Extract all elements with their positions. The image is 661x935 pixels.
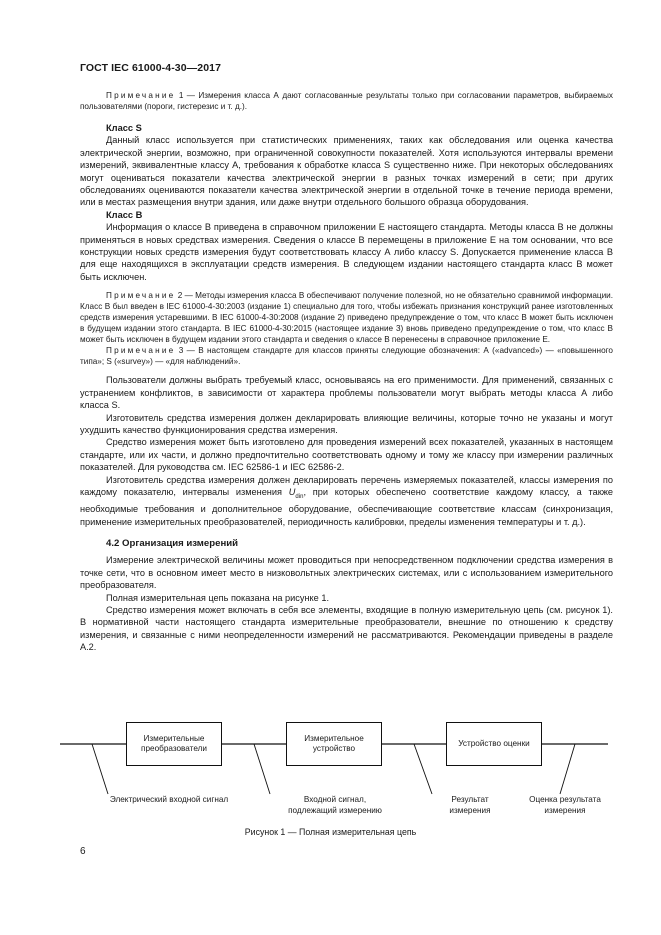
figure-1-measurement-chain xyxy=(60,712,620,832)
box-evaluation-unit: Устройство оценки xyxy=(446,722,542,766)
label-electrical-input-signal: Электрический входной сигнал xyxy=(109,795,229,804)
note-3 xyxy=(80,345,613,367)
label-measurement-evaluation: Оценка результата измерения xyxy=(529,795,601,815)
class-b-heading: Класс В xyxy=(106,209,143,220)
page-number: 6 xyxy=(80,846,86,857)
document-header: ГОСТ IEC 61000-4-30—2017 xyxy=(80,62,222,74)
box-measuring-unit: Измерительное устройство xyxy=(286,722,382,766)
leader-connector-1 xyxy=(254,744,270,794)
section-4-2-paragraph-3: Средство измерения может включать в себя все элементы, входящие в полную измерительную цепь (см. рисунок 1). В нормативной части настоящего стандарта измерительные преобразователи, внешние по отношению к средству измерения, и связанные с ними неопределенности измерений не рассматриваются. Рекомендации приведены в разделе А.2. xyxy=(80,605,613,653)
section-4-2-heading: 4.2 Организация измерений xyxy=(106,537,239,549)
page-content xyxy=(80,90,613,654)
leader-output xyxy=(560,744,575,794)
paragraph-instrument-all: Средство измерения может быть изготовлено для проведения измерений всех показателей, указанных в настоящем стандарте, или их части, и должно предпочтительно соответствовать одному и тому же классу при измерении различных показателей. Для руководства см. IEC 62586-1 и IEC 62586-2. xyxy=(80,437,613,473)
p4-part-b: , при которых обеспечено соответствие каждому классу, а также необходимые требования и дополнительное оборудование, обеспечивающие соответствие классам (синхронизация, применение измерительных преобразователей, периодичность калибровки, пределы изменения температуры и т. д.). xyxy=(80,486,613,527)
note-1-label: Примечание xyxy=(106,91,176,100)
paragraph-users: Пользователи должны выбрать требуемый класс, основываясь на его применимости. Для применений, связанных с устранением конфликтов, в зависимости от характера проблемы пользователи могут выбрать методы класса А либо класса S. xyxy=(80,375,613,411)
p4-part-a: Изготовитель средства измерения должен декларировать перечень измеряемых показателей, классы измерения по каждому показателю, интервалы изменения xyxy=(80,474,613,497)
label-input-signal-for-measurement: Входной сигнал, подлежащий измерению xyxy=(288,795,382,815)
note-2 xyxy=(80,290,613,345)
note-3-text: 3 — В настоящем стандарте для классов приняты следующие обозначения: А («advanced») — «повышенного типа»; S («survey») — «для наблюдений». xyxy=(80,346,613,367)
u-symbol: U xyxy=(288,486,296,497)
section-4-2-paragraph-1: Измерение электрической величины может проводиться при непосредственном подключении средства измерения в точке сети, что в основном имеет место в низковольтных электрических системах, или с использованием измерительного преобразователя. xyxy=(80,555,613,591)
label-measurement-result: Результат измерения xyxy=(449,795,491,815)
note-1 xyxy=(80,90,613,112)
section-4-2-paragraph-2: Полная измерительная цепь показана на рисунке 1. xyxy=(106,592,330,603)
note-1-text: 1 — Измерения класса А дают согласованные результаты только при согласовании параметров, выбираемых пользователями (пороги, гистерезис и т. д.). xyxy=(80,91,613,111)
paragraph-manufacturer-declare: Изготовитель средства измерения должен декларировать влияющие величины, которые точно не указаны и могут ухудшить качество функционирования средства измерения. xyxy=(80,412,613,435)
note-2-text: 2 — Методы измерения класса В обеспечивают получение полезной, но не обязательно сравнимой информации. Класс В был введен в IEC 61000-4-30:2003 (издание 1) специально для того, чтобы избежать признания конструкций ранее изготовленных средств измерения устаревшими. В IEC 61000-4-30:2008 (издание 2) приведено предупреждение о том, что класс В может быть исключен в будущем издании этого стандарта. В IEC 61000-4-30:2015 (настоящее издание 3) вновь приведено предупреждение о том, что класс В может быть исключен в будущем издании этого стандарта и сведения о классе В перенесены в справочное приложение Е. xyxy=(80,291,613,345)
note-3-label: Примечание xyxy=(106,346,176,356)
note-2-label: Примечание xyxy=(106,291,176,301)
leader-input xyxy=(92,744,108,794)
figure-caption: Рисунок 1 — Полная измерительная цепь xyxy=(244,827,417,837)
paragraph-manufacturer-list xyxy=(80,474,613,528)
class-s-heading: Класс S xyxy=(106,123,142,133)
class-s-paragraph: Данный класс используется при статистических применениях, таких как обследования или оценка качества электрической энергии, возможно, при ограниченной совокупности показателей. Хотя используются интервалы времени измерений, эквивалентные классу А, требования к обработке класса S существенно ниже. При некоторых обследованиях могут оцениваться показатели качества электрической энергии в разных точках измерений в сети; при других обследованиях оцениваются показатели качества электрической энергии в отдельной точке в течение периода времени, или в местах размещения внутри здания, или даже внутри отдельного большого образца оборудования. xyxy=(80,135,613,208)
class-b-paragraph: Информация о классе В приведена в справочном приложении Е настоящего стандарта. Методы класса В не должны применяться в новых средствах измерения. Сведения о классе В перемещены в приложение Е на том основании, что все конструкции новых средств измерения будут соответствовать классу А либо классу S. Допускается применение класса В для еще находящихся в эксплуатации средств измерения. В следующем издании настоящего стандарта класс В может быть исключен. xyxy=(80,222,613,282)
box-measuring-transducers: Измерительные преобразователи xyxy=(126,722,222,766)
din-subscript: din xyxy=(295,493,304,500)
leader-connector-2 xyxy=(414,744,432,794)
